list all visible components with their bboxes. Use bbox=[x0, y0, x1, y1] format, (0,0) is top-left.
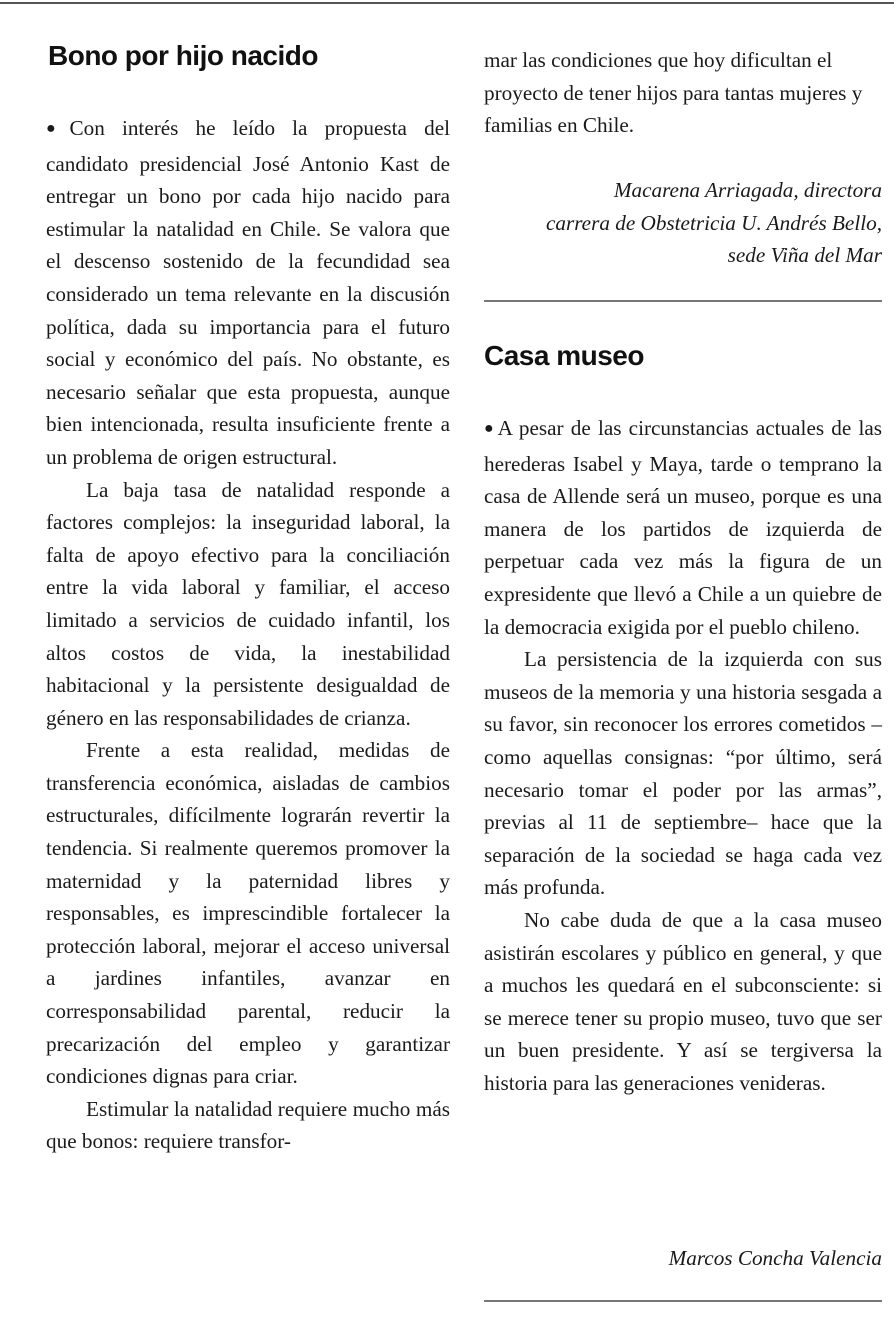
top-rule bbox=[0, 2, 894, 4]
letter-title: Bono por hijo nacido bbox=[48, 40, 318, 71]
letter-paragraph: La baja tasa de natalidad responde a factores complejos: la inseguridad laboral, la falta de apoyo efectivo para la conciliación entre la vida laboral y familiar, el acceso limitado a servicios de cuidado infantil, los altos costos de vida, la inestabilidad habitacional y la persistente desigualdad de género en las responsabilidades de crianza. bbox=[46, 477, 450, 730]
letter-paragraph: ●Con interés he leído la propuesta del candidato presidencial José Antonio Kast de entregar un bono por cada hijo nacido para estimular la natalidad en Chile. Se valora que el descenso sostenido de la fecundidad sea considerado un tema relevante en la discusión política, dada su importancia para el futuro social y económico del país. No obstante, es necesario señalar que esta propuesta, aunque bien intencionada, resulta insuficiente frente a un problema de origen estructural. bbox=[46, 116, 450, 469]
letter-continuation: mar las condiciones que hoy dificultan el proyecto de tener hijos para tantas mujeres y familias en Chile. bbox=[484, 48, 863, 138]
bullet-icon: ● bbox=[484, 420, 496, 437]
letter-paragraph: No cabe duda de que a la casa museo asistirán escolares y público en general, y que a muchos les quedará en el subconsciente: si se merece tener su propio museo, tuvo que ser un buen presidente. Y así se tergiversa la historia para las generaciones venideras. bbox=[484, 907, 882, 1095]
letter-paragraph: ●A pesar de las circunstancias actuales de las herederas Isabel y Maya, tarde o temprano la casa de Allende será un museo, porque es una manera de los partidos de izquierda de perpetuar cada vez más la figura de un expresidente que llevó a Chile a un quiebre de la democracia exigida por el pueblo chileno. bbox=[484, 416, 882, 639]
section-divider bbox=[484, 1300, 882, 1302]
section-divider bbox=[484, 300, 882, 302]
letter-paragraph: La persistencia de la izquierda con sus museos de la memoria y una historia sesgada a su favor, sin reconocer los errores cometidos –como aquellas consignas: “por último, será necesario tomar el poder por las armas”, previas al 11 de septiembre– hace que la separación de la sociedad se haga cada vez más profunda. bbox=[484, 647, 882, 900]
letter-signature: Marcos Concha Valencia bbox=[668, 1246, 882, 1270]
letter-body bbox=[46, 112, 450, 1158]
letter-paragraph: Estimular la natalidad requiere mucho más que bonos: requiere transfor- bbox=[46, 1096, 450, 1154]
letter-paragraph: Frente a esta realidad, medidas de transferencia económica, aisladas de cambios estructurales, difícilmente lograrán revertir la tendencia. Si realmente queremos promover la maternidad y la paternidad libres y responsables, es imprescindible fortalecer la protección laboral, mejorar el acceso universal a jardines infantiles, avanzar en corresponsabilidad parental, reducir la precarización del empleo y garantizar condiciones dignas para criar. bbox=[46, 738, 450, 1089]
letter-body bbox=[484, 412, 882, 1099]
letter-title: Casa museo bbox=[484, 340, 644, 371]
bullet-icon: ● bbox=[46, 120, 68, 137]
letter-signature: Macarena Arriagada, directora carrera de Obstetricia U. Andrés Bello, sede Viña del Mar bbox=[545, 178, 882, 268]
